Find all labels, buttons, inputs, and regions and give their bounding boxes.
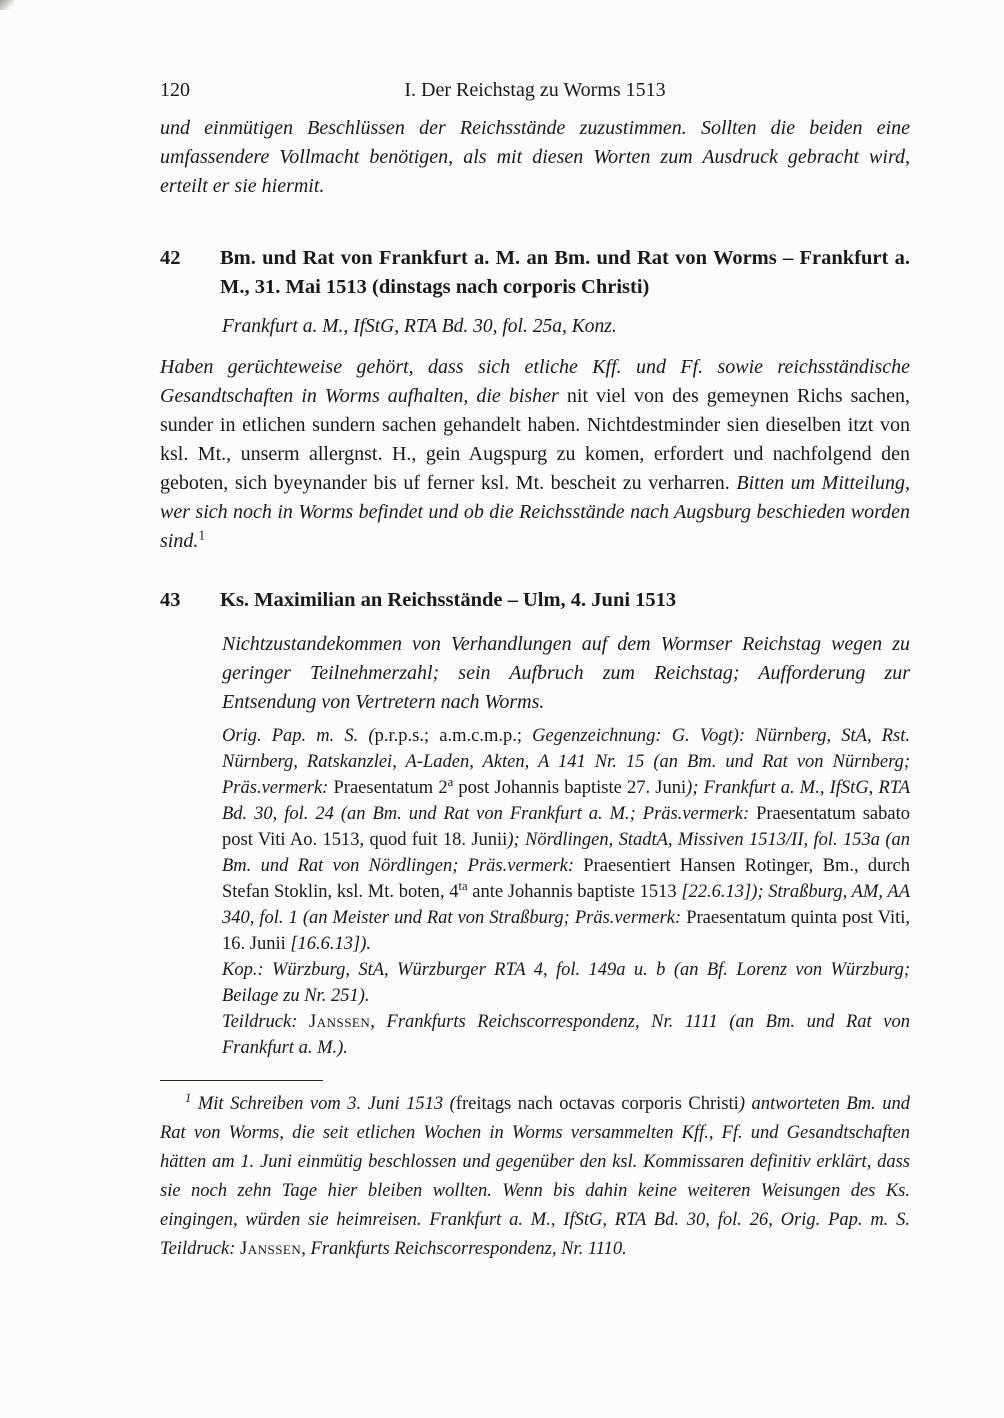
provenance-run: [22.6.13]); Straßburg, AM, AA 340, fol. 1 (an Meister und Rat von Straßburg; Präs.vermerk: (222, 882, 911, 928)
provenance-run: post Johannis baptiste 27. Juni (453, 778, 687, 798)
footnote-run: freitags nach octavas corporis Christi (455, 1094, 739, 1114)
entry-43-kop: Kop.: Würzburg, StA, Würzburger RTA 4, fol. 149a u. b (an Bf. Lorenz von Würzburg; Beilage zu Nr. 251). (222, 960, 910, 1006)
entry-42-body-regest-2: Bitten um Mitteilung, wer sich noch in Worms befindet und ob die Reichsstände nach Augsburg beschieden worden sind. (160, 472, 910, 552)
page-header (160, 78, 910, 102)
footnote-run: , Frankfurts Reichscorrespondenz, Nr. 1110. (301, 1239, 627, 1259)
entry-43-provenance (222, 723, 910, 957)
entry-42-title: Bm. und Rat von Frankfurt a. M. an Bm. und Rat von Worms – Frankfurt a. M., 31. Mai 1513 (dinstags nach corporis Christi) (220, 247, 910, 298)
entry-42-body (160, 353, 910, 556)
entry-42-body-quotation: nit viel von des gemeynen Richs sachen, sunder in etlichen sundern sachen gehandelt haben. Nichtdestminder sien dieselben itzt von ksl. Mt., unserm allergnst. H., gein Augspurg zu komen, erfordert und nachfolgend den geboten, sich byeynander bis uf ferner ksl. Mt. bescheit zu verharren. (160, 385, 911, 494)
footnote-1-reference: 1 (198, 527, 206, 543)
intro-paragraph: und einmütigen Beschlüssen der Reichsstände zuzustimmen. Sollten die beiden eine umfassendere Vollmacht benötigen, als mit diesen Worten zum Ausdruck gebracht wird, erteilt er sie hiermit. (160, 117, 910, 197)
entry-42-number: 42 (160, 247, 181, 269)
provenance-run: ); Nördlingen, StadtA, Missiven 1513/II, fol. 153a (an Bm. und Rat von Nördlingen; Präs.vermerk: (222, 830, 910, 876)
footnote-1-marker: 1 (185, 1090, 192, 1105)
entry-43-title: Ks. Maximilian an Reichsstände – Ulm, 4. Juni 1513 (220, 589, 677, 611)
footnote-block (160, 1080, 910, 1264)
entry-43-teildruck (222, 1009, 910, 1061)
provenance-run: Gegenzeichnung: G. Vogt): Nürnberg, StA, Rst. Nürnberg, Ratskanzlei, A-Laden, Akten, A 141 Nr. 15 (an Bm. und Rat von Nürnberg; Präs.vermerk: (222, 726, 910, 798)
entry-43-number: 43 (160, 589, 181, 611)
footnote-author: Janssen (240, 1239, 302, 1259)
footnote-run: ) antworteten Bm. und Rat von Worms, die seit etlichen Wochen in Worms versammelten Kff., Ff. und Gesandtschaften hätten am 1. Juni einmütig beschlossen und gegenüber den ksl. Kommissaren definitiv erklärt, dass sie noch zehn Tage hier bleiben wollten. Wenn bis dahin keine weiteren Weisungen des Ks. eingingen, würden sie heimreisen. Frankfurt a. M., IfStG, RTA Bd. 30, fol. 26, Orig. Pap. m. S. Teildruck: (160, 1094, 911, 1259)
entry-42-source-line: Frankfurt a. M., IfStG, RTA Bd. 30, fol. 25a, Konz. (222, 316, 617, 337)
teildruck-label: Teildruck: (222, 1012, 309, 1032)
footnote-run: Mit Schreiben vom 3. Juni 1513 ( (191, 1094, 456, 1114)
entry-42-heading (160, 244, 910, 302)
provenance-run: Orig. Pap. m. S. ( (222, 726, 375, 746)
footnote-separator-rule (160, 1080, 323, 1081)
teildruck-author: Janssen (309, 1012, 371, 1032)
provenance-run: Praesentatum sabato post Viti Ao. 1513, quod fuit 18. Junii (222, 804, 910, 850)
provenance-run: [16.6.13]). (290, 934, 372, 954)
provenance-run: Praesentatum 2 (333, 778, 448, 798)
scan-artifact (0, 0, 14, 10)
page-number: 120 (160, 79, 190, 101)
provenance-run: p.r.p.s.; a.m.c.m.p.; (374, 726, 533, 746)
provenance-run: ); Frankfurt a. M., IfStG, RTA Bd. 30, fol. 24 (an Bm. und Rat von Frankfurt a. M.; Präs.vermerk: (222, 778, 910, 824)
provenance-superscript: a (447, 774, 454, 789)
entry-42-body-regest-1: Haben gerüchteweise gehört, dass sich etliche Kff. und Ff. sowie reichsständische Gesandtschaften in Worms aufhalten, die bisher (160, 356, 910, 407)
entry-42 (160, 244, 910, 556)
teildruck-citation: , Frankfurts Reichscorrespondenz, Nr. 1111 (an Bm. und Rat von Frankfurt a. M.). (222, 1012, 910, 1058)
entry-43-summary: Nichtzustandekommen von Verhandlungen auf dem Wormser Reichstag wegen zu geringer Teilnehmerzahl; sein Aufbruch zum Reichstag; Aufforderung zur Entsendung von Vertretern nach Worms. (222, 633, 910, 713)
running-head: I. Der Reichstag zu Worms 1513 (404, 79, 666, 101)
provenance-run: ante Johannis baptiste 1513 (467, 882, 682, 902)
entry-43 (160, 586, 910, 1061)
entry-43-heading (160, 586, 910, 615)
provenance-run: Praesentiert Hansen Rotinger, Bm., durch Stefan Stoklin, ksl. Mt. boten, 4 (222, 856, 910, 902)
footnote-1 (160, 1090, 910, 1264)
provenance-run: Praesentatum quinta post Viti, 16. Junii (222, 908, 910, 954)
provenance-superscript: ta (458, 878, 468, 893)
entry-43-apparatus (222, 723, 910, 1061)
